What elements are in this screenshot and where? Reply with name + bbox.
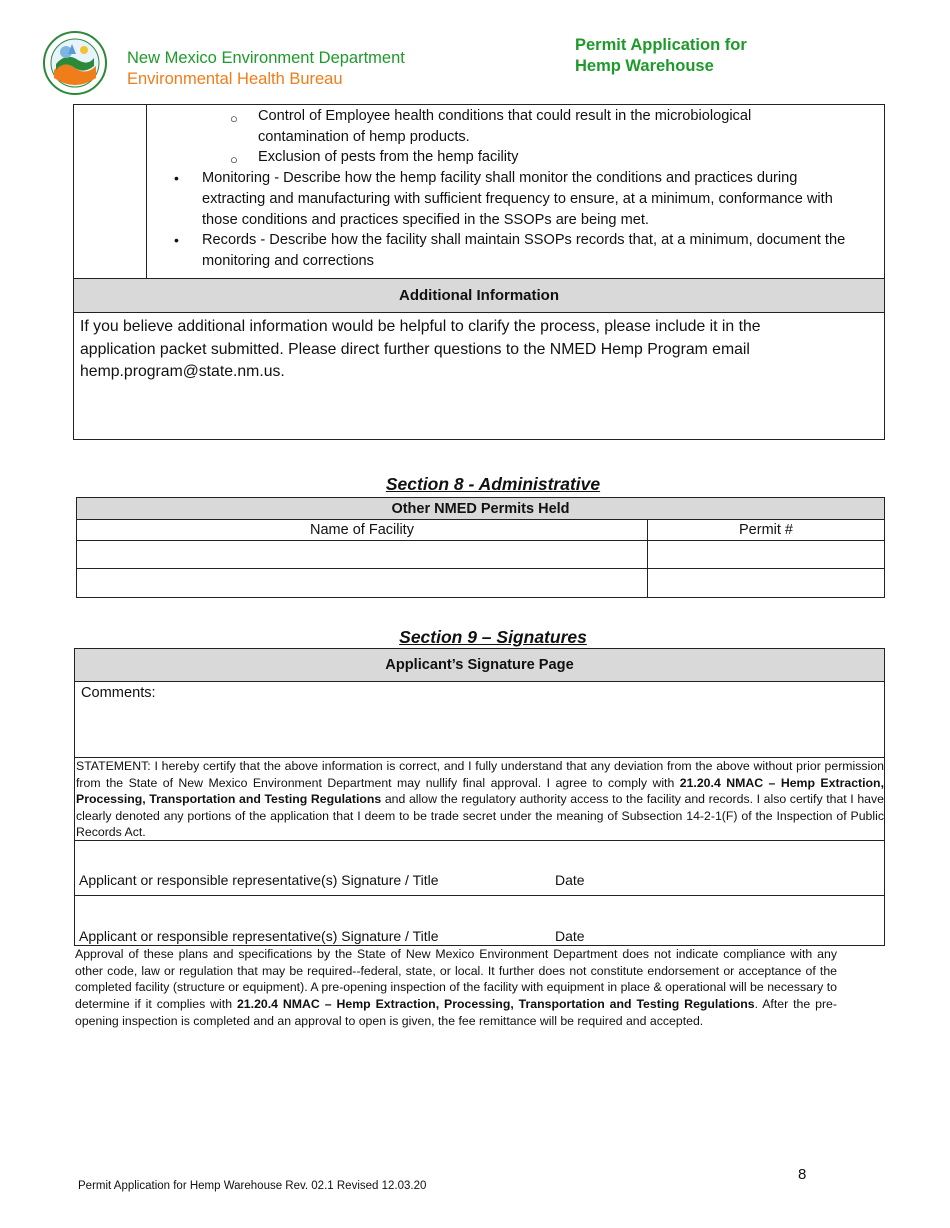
facility-input-cell[interactable] xyxy=(77,569,648,598)
permit-number-input-cell[interactable] xyxy=(648,569,885,598)
bullet-icon: • xyxy=(174,232,179,248)
signature-label-2: Applicant or responsible representative(s) Signature / Title xyxy=(79,928,439,944)
additional-info-line: If you believe additional information would be helpful to clarify the process, please include it in the xyxy=(80,318,761,335)
sub-bullet-icon: ○ xyxy=(230,111,238,126)
continuation-left-cell xyxy=(74,105,147,278)
monitoring-line-1: Monitoring - Describe how the hemp facility shall monitor the conditions and practices during xyxy=(202,170,798,186)
monitoring-line-2: extracting and manufacturing with sufficient frequency to ensure, at a minimum, conformance with xyxy=(202,191,833,207)
date-label-2: Date xyxy=(555,928,585,944)
additional-info-line: hemp.program@state.nm.us. xyxy=(80,363,285,380)
certification-statement xyxy=(75,757,884,841)
approval-text: Approval of these plans and specifications by the State of New Mexico Environment Department does not indicate compliance with any other code, law or regulation that may be required--federal, state, or local. It further does not constitute endorsement or acceptance of the completed facility (structure or equipment). A pre-opening inspection of the facility with equipment in place & operational will be necessary to determine if it complies with xyxy=(75,947,837,1012)
permit-title-line2: Hemp Warehouse xyxy=(575,57,714,75)
page-number: 8 xyxy=(798,1166,807,1183)
signature-page-heading: Applicant’s Signature Page xyxy=(75,649,884,682)
nmed-logo xyxy=(42,30,108,96)
facility-input-cell[interactable] xyxy=(77,541,648,569)
facility-column-header: Name of Facility xyxy=(77,520,648,541)
permit-title-line1: Permit Application for xyxy=(575,36,747,54)
sub-item-2: Exclusion of pests from the hemp facility xyxy=(258,149,519,165)
permits-table xyxy=(76,497,885,598)
section-9-title: Section 9 – Signatures xyxy=(399,627,587,647)
signature-box xyxy=(74,648,885,946)
section-8-title: Section 8 - Administrative xyxy=(385,474,601,494)
statement-text: STATEMENT: I hereby certify that the above information is correct, and I fully understand that any deviation from the above without prior permission from the State of New Mexico Environment Department may nullify final approval. I agree to comply with xyxy=(76,759,884,790)
department-name: New Mexico Environment Department xyxy=(127,49,405,67)
comments-label: Comments: xyxy=(81,685,156,701)
date-label-1: Date xyxy=(555,872,585,888)
permit-number-column-header: Permit # xyxy=(648,520,885,541)
statement-regulation: 21.20.4 NMAC – Hemp Extraction, Processing, Transportation and Testing Regulations xyxy=(76,775,884,807)
records-line-2: monitoring and corrections xyxy=(202,253,374,269)
approval-text-cont: . After the pre-opening inspection is completed and an approval to open is given, the fee remittance will be required and accepted. xyxy=(75,997,837,1028)
footer-text: Permit Application for Hemp Warehouse Rev. 02.1 Revised 12.03.20 xyxy=(78,1180,427,1192)
additional-info-heading: Additional Information xyxy=(73,278,885,313)
additional-info-body[interactable] xyxy=(73,312,885,440)
approval-paragraph xyxy=(75,946,837,1030)
signature-divider xyxy=(75,895,884,896)
sub-item-1-cont: contamination of hemp products. xyxy=(258,129,470,145)
records-line-1: Records - Describe how the facility shall maintain SSOPs records that, at a minimum, document the xyxy=(202,232,846,248)
statement-text-cont: and allow the regulatory authority access to the facility and records. I also certify that I have clearly denoted any portions of the application that I deem to be trade secret under the meaning of Subsection 14-2-1(F) of the Inspection of Public Records Act. xyxy=(76,792,884,840)
additional-info-line: application packet submitted. Please direct further questions to the NMED Hemp Program email xyxy=(80,340,750,358)
approval-regulation: 21.20.4 NMAC – Hemp Extraction, Processing, Transportation and Testing Regulations xyxy=(236,997,755,1012)
permit-number-input-cell[interactable] xyxy=(648,541,885,569)
permit-title xyxy=(575,35,747,77)
bureau-name: Environmental Health Bureau xyxy=(127,70,343,88)
sub-item-1: Control of Employee health conditions that could result in the microbiological xyxy=(258,108,752,124)
permits-table-heading: Other NMED Permits Held xyxy=(77,498,885,520)
signature-label-1: Applicant or responsible representative(s) Signature / Title xyxy=(79,872,439,888)
sub-bullet-icon: ○ xyxy=(230,152,238,167)
bullet-icon: • xyxy=(174,170,179,186)
monitoring-line-3: those conditions and practices specified in the SSOPs are being met. xyxy=(202,212,649,228)
